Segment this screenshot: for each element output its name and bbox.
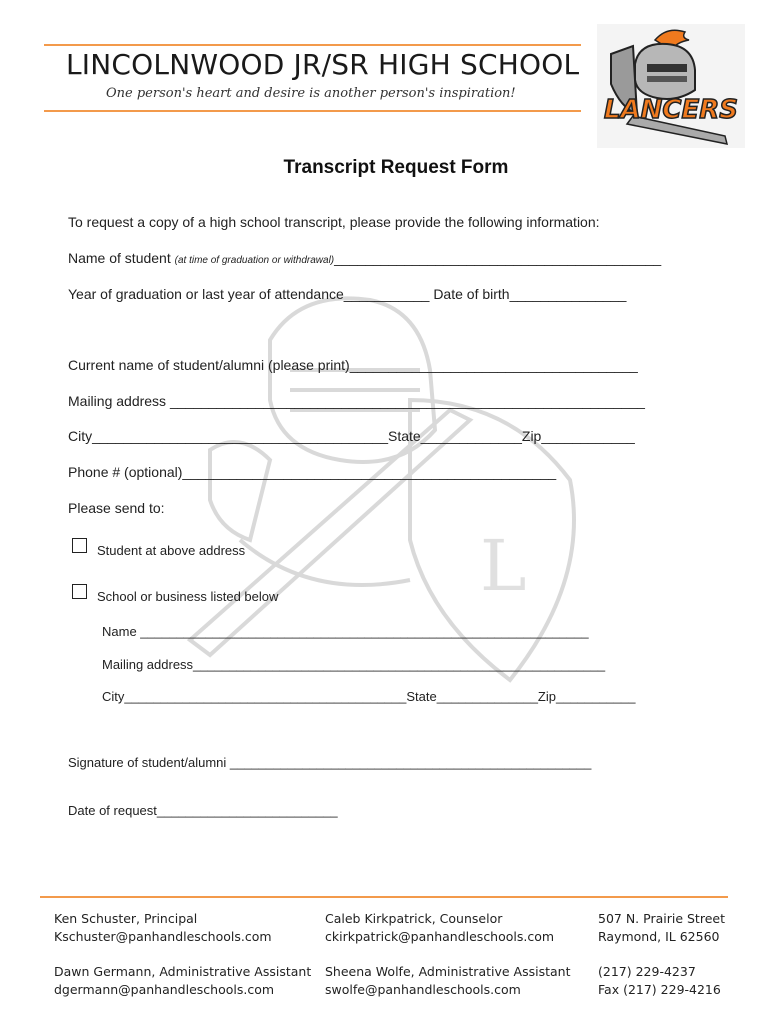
school-business-option-label: School or business listed below: [97, 589, 279, 604]
phone-field[interactable]: Phone # (optional)________________________________________________: [68, 464, 557, 480]
student-name-note: (at time of graduation or withdrawal): [174, 255, 335, 266]
logo-text: LANCERS: [603, 95, 739, 125]
form-intro: To request a copy of a high school transcript, please provide the following information:: [68, 214, 600, 230]
svg-text:L: L: [480, 525, 527, 607]
graduation-year-dob-field[interactable]: Year of graduation or last year of attendance___________ Date of birth_______________: [68, 286, 627, 302]
recipient-mailing-field[interactable]: Mailing address_________________________________________________________: [102, 657, 606, 672]
header-bottom-rule: [44, 110, 581, 112]
admin-assistant-1-email: dgermann@panhandleschools.com: [54, 982, 275, 997]
principal-name: Ken Schuster, Principal: [54, 911, 198, 926]
phone-number: (217) 229-4237: [598, 964, 696, 979]
student-address-checkbox[interactable]: [72, 538, 87, 553]
school-name: LINCOLNWOOD JR/SR HIGH SCHOOL: [66, 48, 580, 81]
footer-staff-col-1: [54, 910, 311, 999]
recipient-city-state-zip-field[interactable]: City_______________________________________State______________Zip___________: [102, 689, 636, 704]
form-title: Transcript Request Form: [283, 157, 509, 178]
school-tagline: One person's heart and desire is another person's inspiration!: [106, 86, 516, 101]
admin-assistant-2-name: Sheena Wolfe, Administrative Assistant: [325, 964, 571, 979]
fax-number: Fax (217) 229-4216: [598, 982, 721, 997]
city-state-zip-field[interactable]: City______________________________________State_____________Zip____________: [68, 428, 635, 444]
counselor-name: Caleb Kirkpatrick, Counselor: [325, 911, 503, 926]
student-name-blank: __________________________________________: [334, 250, 662, 266]
header-top-rule: [44, 44, 581, 46]
recipient-name-field[interactable]: Name ______________________________________________________________: [102, 624, 589, 639]
signature-field[interactable]: Signature of student/alumni __________________________________________________: [68, 755, 592, 770]
footer-contact-col: [598, 910, 725, 999]
street-address: 507 N. Prairie Street: [598, 911, 725, 926]
request-date-field[interactable]: Date of request_________________________: [68, 803, 338, 818]
footer-rule: [40, 896, 728, 898]
counselor-email: ckirkpatrick@panhandleschools.com: [325, 929, 555, 944]
footer-staff-col-2: [325, 910, 570, 999]
principal-email: Kschuster@panhandleschools.com: [54, 929, 272, 944]
admin-assistant-2-email: swolfe@panhandleschools.com: [325, 982, 521, 997]
student-name-field[interactable]: [68, 250, 661, 266]
admin-assistant-1-name: Dawn Germann, Administrative Assistant: [54, 964, 312, 979]
school-business-checkbox[interactable]: [72, 584, 87, 599]
mailing-address-field[interactable]: Mailing address _____________________________________________________________: [68, 393, 645, 409]
student-name-label: Name of student: [68, 250, 171, 266]
current-name-field[interactable]: Current name of student/alumni (please print)_____________________________________: [68, 357, 638, 373]
student-address-option-label: Student at above address: [97, 543, 246, 558]
lancers-logo: [597, 24, 745, 148]
city-state-zip: Raymond, IL 62560: [598, 929, 720, 944]
send-to-label: Please send to:: [68, 500, 165, 516]
